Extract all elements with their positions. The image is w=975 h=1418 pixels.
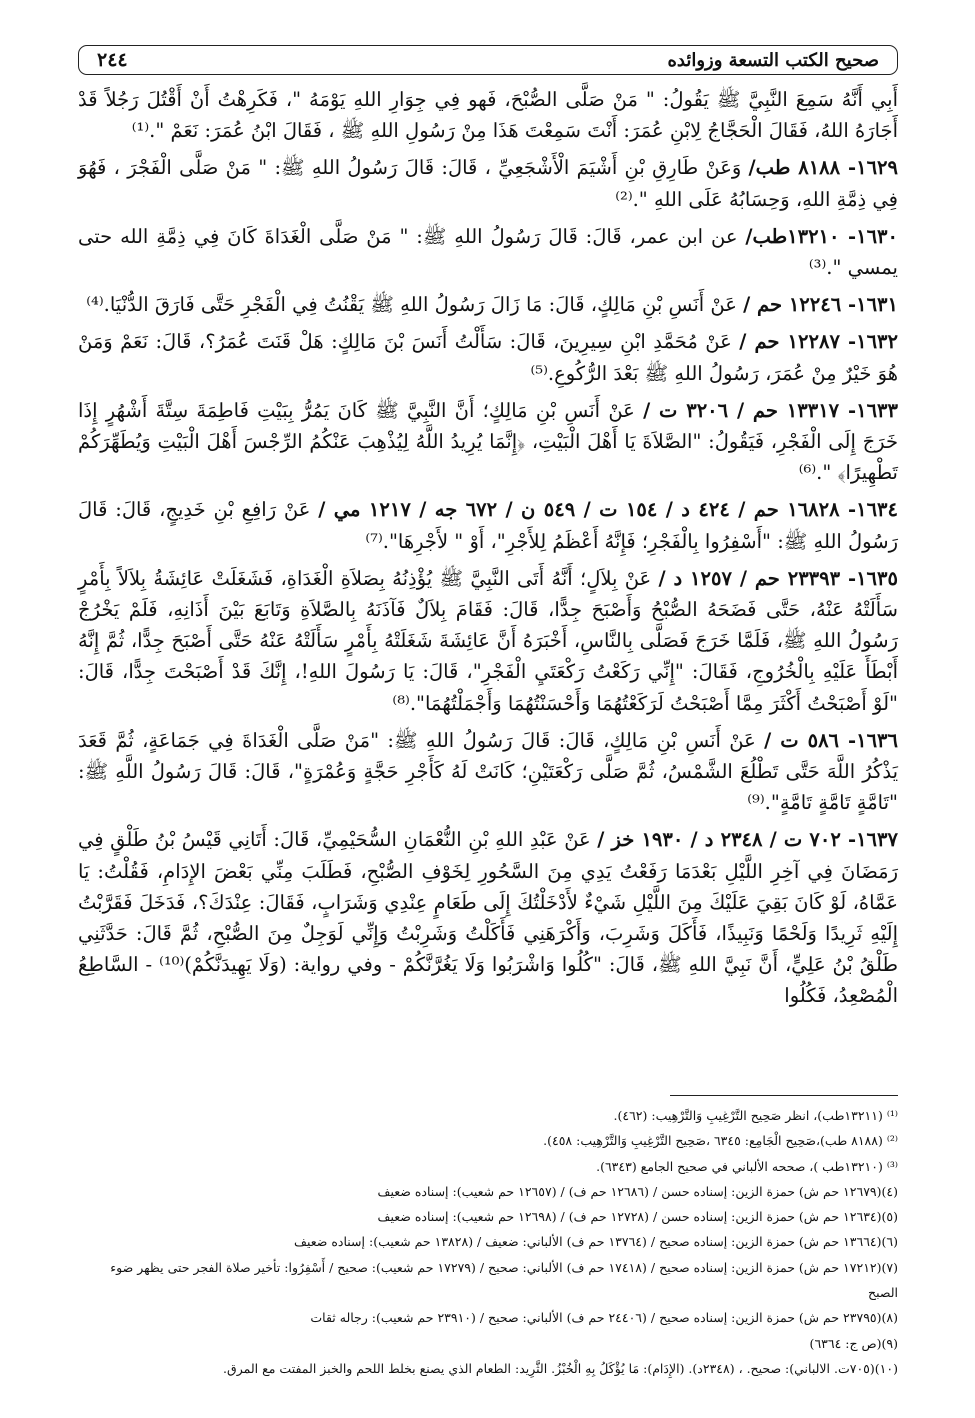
book-title: صحيح الكتب التسعة وزوائده: [667, 49, 879, 71]
footnote-5: (٥)(١٢٦٣٤ حم ش) حمزة الزين: إسناده حسن / (١٢٧٢٨ حم ف) / (١٢٦٩٨ حم شعيب): إسناده ضعيف: [377, 1209, 898, 1225]
footnote-10: (١٠)(٧٠٥ت. الالباني): صحيح. ، (٢٣٤٨د). (الإِدَام): مَا يُؤْكَلُ بِهِ الْخُبْزُ. الثَّرِيد: الطعام الذي يصنع بخلط اللحم والخبز المفتت مع المرق.: [223, 1360, 898, 1376]
hadith-text: عَنْ عَبْدِ اللهِ بْنِ النُّعْمَانِ السُّحَيْمِيِّ، قَالَ: أَتَانِي قَيْسُ بْنُ طَلْقٍ فِي رَمَضَانَ فِي آخِرِ اللَّيْلِ بَعْدَمَا رَفَعْتُ يَدِي مِنَ السَّحُورِ لِخَوْفِ الصُّبْحِ، فَطَلَبَ مِنِّي بَعْضَ الإِدَامِ، فَقُلْتُ: يَا عَمَّاهُ، لَوْ كَانَ بَقِيَ عَلَيْكَ مِنَ اللَّيْلِ شَيْءٌ لأَدْخَلْتُكَ إِلَى طَعَامٍ عِنْدِي وَشَرَابٍ، فَقَالَ: عِنْدَكَ؟، فَدَخَلَ فَقَرَّبْتُ إِلَيْهِ ثَرِيدًا وَلَحْمًا وَنَبِيذًا، فَأَكَلَ وَشَرِبَ، وَأَكْرَهَنِي فَأَكَلْتُ وَشَرِبْتُ وَإِنِّي لَوَجِلٌ مِنَ الصُّبْحِ، ثُمَّ قَالَ: حَدَّثَنِي طَلْقُ بْنُ عَلِيٍّ، أَنَّ نَبِيَّ اللهِ ﷺ، قَالَ: "كُلُوا وَاشْرَبُوا وَلَا يَغُرَّنَّكُمْ - وفي رواية: (وَلَا يَهِيدَنَّكُمْ)⁽¹⁰⁾ - السَّاطِعُ الْمُصْعِدُ، فَكُلُوا: [78, 828, 898, 1008]
hadith-number: ١٦٣٥- ٢٣٣٩٣ حم / ١٢٥٧ د /: [658, 566, 898, 590]
hadith-text: عَنْ أَنَسِ بْنِ مَالِكٍ، قَالَ: مَا زَالَ رَسُولُ اللهِ ﷺ يَقْنُتُ فِي الْفَجْرِ حَتَّى فَارَقَ الدُّنْيَا.⁽⁴⁾: [86, 293, 744, 317]
hadith-1633: [78, 395, 898, 489]
footnote-3: ⁽³⁾ (١٣٢١٠طب )، صححه الألباني في صحيح الجامع (٦٣٤٣).: [596, 1158, 898, 1174]
paragraph-text: أَبِي أَنَّهُ سَمِعَ النَّبِيَّ ﷺ يَقُولُ: " مَنْ صَلَّى الصُّبْحَ، فَهو فِي جِوَارِ اللهِ يَوْمَهُ "، فَكَرِهْتُ أَنْ أَقْتُلَ رَجُلاً قَدْ أَجَارَهُ اللهُ، فَقَالَ الْحَجَّاجُ لِابْنِ عُمَرَ: أَنْتَ سَمِعْتَ هَذَا مِنْ رَسُولِ اللهِ ﷺ ، فَقَالَ ابْنُ عُمَرَ: نَعَمْ ".⁽¹⁾: [78, 88, 898, 143]
hadith-1634: [78, 494, 898, 556]
hadith-number: ١٦٣٢- ١٢٢٨٧ حم /: [739, 330, 898, 354]
hadith-text: عَنْ أَنَسِ بْنِ مَالِكٍ؛ أَنَّ النَّبِيَّ ﷺ كَانَ يَمُرُّ بِبَيْتِ فَاطِمَةَ سِتَّةَ أَشْهُرٍ إِذَا خَرَجَ إِلَى الْفَجْرِ، فَيَقُولُ: "الصَّلاَةَ يَا أَهْلَ الْبَيْتِ، ﴿إِنَّمَا يُرِيدُ اللَّهُ لِيُذْهِبَ عَنْكُمُ الرِّجْسَ أَهْلَ الْبَيْتِ وَيُطَهِّرَكُمْ تَطْهِيرًا﴾ ".⁽⁶⁾: [78, 398, 898, 485]
footnotes: [78, 1103, 898, 1381]
footnote-7: (٧)(١٧٢١٢ حم ش) حمزة الزين: إسناده صحيح / (١٧٤١٨ حم ف) الألباني: صحيح / (١٧٢٧٩ حم شعيب): صحيح / أَسْفِرُوا: تأخير صلاة الفجر حتى يظهر ضوء الصبح: [110, 1259, 898, 1301]
hadith-text: عَنْ مُحَمَّدِ ابْنِ سِيرِينَ، قَالَ: سَأَلْتُ أَنَسَ بْنَ مَالِكٍ: هَلْ قَنَتَ عُمَرُ؟، قَالَ: نَعَمْ وَمَنْ هُوَ خَيْرٌ مِنْ عُمَرَ، رَسُولُ اللهِ ﷺ بَعْدَ الرُّكُوعِ.⁽⁵⁾: [78, 330, 898, 385]
hadith-1636: [78, 725, 898, 819]
footnote-6: (٦)(١٣٦٦٤ حم ش) حمزة الزين: إسناده صحيح / (١٣٧٦٤ حم ف) الألباني: ضعيف / (١٣٨٢٨ حم شعيب): إسناده ضعيف: [294, 1234, 898, 1250]
hadith-text: عن ابن عمر، قَالَ: قَالَ رَسُولُ اللهِ ﷺ: " مَنْ صَلَّى الْغَدَاةَ كَانَ فِي ذِمَّةِ الله حتى يمسي ".⁽³⁾: [78, 224, 898, 280]
paragraph-continuation: [78, 84, 898, 146]
hadith-text: عَنْ أَنَسِ بْنِ مَالِكٍ، قَالَ: قَالَ رَسُولُ اللهِ ﷺ: "مَنْ صَلَّى الْغَدَاةَ فِي جَمَاعَةٍ، ثُمَّ قَعَدَ يَذْكُرُ اللَّهَ حَتَّى تَطْلُعَ الشَّمْسُ، ثُمَّ صَلَّى رَكْعَتَيْنِ؛ كَانَتْ لَهُ كَأَجْرِ حَجَّةٍ وَعُمْرَةٍ"، قَالَ: قَالَ رَسُولُ اللَّهِ ﷺ: "تَامَّةٍ تَامَّةٍ تَامَّةٍ".⁽⁹⁾: [78, 728, 898, 815]
hadith-number: ١٦٣٠- ١٣٢١٠طب/: [745, 224, 898, 248]
page-number: ٢٤٤: [97, 49, 128, 71]
hadith-number: ١٦٣٧- ٧٠٢ ت / ٢٣٤٨ د / ١٩٣٠ خز /: [597, 828, 898, 852]
hadith-1630: [78, 221, 898, 283]
page-header: [78, 45, 898, 75]
footnote-9: (٩)(ص ج: ٦٣٦٤): [809, 1335, 898, 1351]
hadith-1637: [78, 824, 898, 1011]
footnote-1: ⁽¹⁾ (١٣٢١١طب)، انظر صَحِيح التَّرْغِيبِ وَالتَّرْهِيب: (٤٦٢).: [613, 1108, 898, 1123]
footnote-8: (٨)(٢٣٧٩٥ حم ش) حمزة الزين: إسناده صحيح / (٢٤٤٠٦ حم ف) الألباني: صحيح / (٢٣٩١٠ حم شعيب): رجاله ثقات: [310, 1310, 898, 1326]
hadith-1632: [78, 326, 898, 388]
hadith-number: ١٦٣٤- ١٦٨٢٨ حم / ٤٢٤ د / ١٥٤ ت / ٥٤٩ ن / ٦٧٢ جه / ١٢١٧ مي /: [318, 498, 899, 522]
footnote-2: ⁽²⁾ (٨١٨٨ طب)،صَحِيح الْجَامِع: ٦٣٤٥ ،صَحِيح التَّرْغِيبِ وَالتَّرْهِيب: ٤٥٨).: [543, 1133, 898, 1149]
footnote-4: (٤)(١٢٦٧٩ حم ش) حمزة الزين: إسناده حسن / (١٢٦٨٦ حم ف) / (١٢٦٥٧ حم شعيب): إسناده ضعيف: [377, 1183, 898, 1199]
hadith-number: ١٦٢٩- ٨١٨٨ طب/: [748, 156, 898, 180]
hadith-1635: [78, 563, 898, 719]
hadith-body: [78, 84, 898, 1012]
hadith-1629: [78, 152, 898, 214]
hadith-number: ١٦٣٣- ١٣٣١٧ حم / ٣٢٠٦ ت /: [643, 398, 898, 422]
footnote-divider: [670, 1095, 898, 1096]
hadith-number: ١٦٣٦- ٥٨٦ ت /: [764, 728, 898, 752]
hadith-text: عَنْ بِلاَلٍ؛ أَنَّهُ أَتَى النَّبِيَّ ﷺ يُؤْذِنُهُ بِصَلاَةِ الْغَدَاةِ، فَشَغَلَتْ عَائِشَةُ بِلاَلاً بِأَمْرٍ سَأَلَتْهُ عَنْهُ، حَتَّى فَضَحَهُ الصُّبْحُ وَأَصْبَحَ جِدًّا، قَالَ: فَقَامَ بِلاَلٌ فَآذَنَهُ بِالصَّلاَةِ وَتَابَعَ بَيْنَ أَذَانِهِ، فَلَمْ يَخْرُجْ رَسُولُ اللهِ ﷺ، فَلَمَّا خَرَجَ فَصَلَّى بِالنَّاسِ، أَخْبَرَهُ أَنَّ عَائِشَةَ شَغَلَتْهُ بِأَمْرٍ سَأَلَتْهُ عَنْهُ حَتَّى أَصْبَحَ جِدًّا، ثُمَّ إِنَّهُ أَبْطَأَ عَلَيْهِ بِالْخُرُوجِ، فَقَالَ: "إِنِّي رَكَعْتُ رَكْعَتَيِ الْفَجْرِ"، قَالَ: يَا رَسُولَ اللهِ!، إِنَّكَ قَدْ أَصْبَحْتَ جِدًّا، قَالَ: "لَوْ أَصْبَحْتُ أَكْثَرَ مِمَّا أَصْبَحْتُ لَرَكَعْتُهُمَا وَأَحْسَنْتُهُمَا وَأَجْمَلْتُهُمَا".⁽⁸⁾: [78, 566, 898, 715]
hadith-number: ١٦٣١- ١٢٢٤٦ حم /: [743, 293, 898, 317]
hadith-text: وَعَنْ طَارِقِ بْنِ أَشْيَمَ الْأَشْجَعِيِّ ، قَالَ: قَالَ رَسُولُ اللهِ ﷺ: " مَنْ صَلَّى الْفَجْرَ ، فَهُوَ فِي ذِمَّةِ اللهِ، وَحِسَابُهُ عَلَى اللهِ ".⁽²⁾: [78, 156, 898, 211]
hadith-1631: [78, 289, 898, 320]
hadith-text: عَنْ رَافِعِ بْنِ خَدِيجٍ، قَالَ: قَالَ رَسُولُ اللهِ ﷺ: "أَسْفِرُوا بِالْفَجْرِ؛ فَإِنَّهُ أَعْظَمُ لِلأَجْرِ"، أَوْ " لأَجْرِهَا".⁽⁷⁾: [78, 498, 898, 553]
